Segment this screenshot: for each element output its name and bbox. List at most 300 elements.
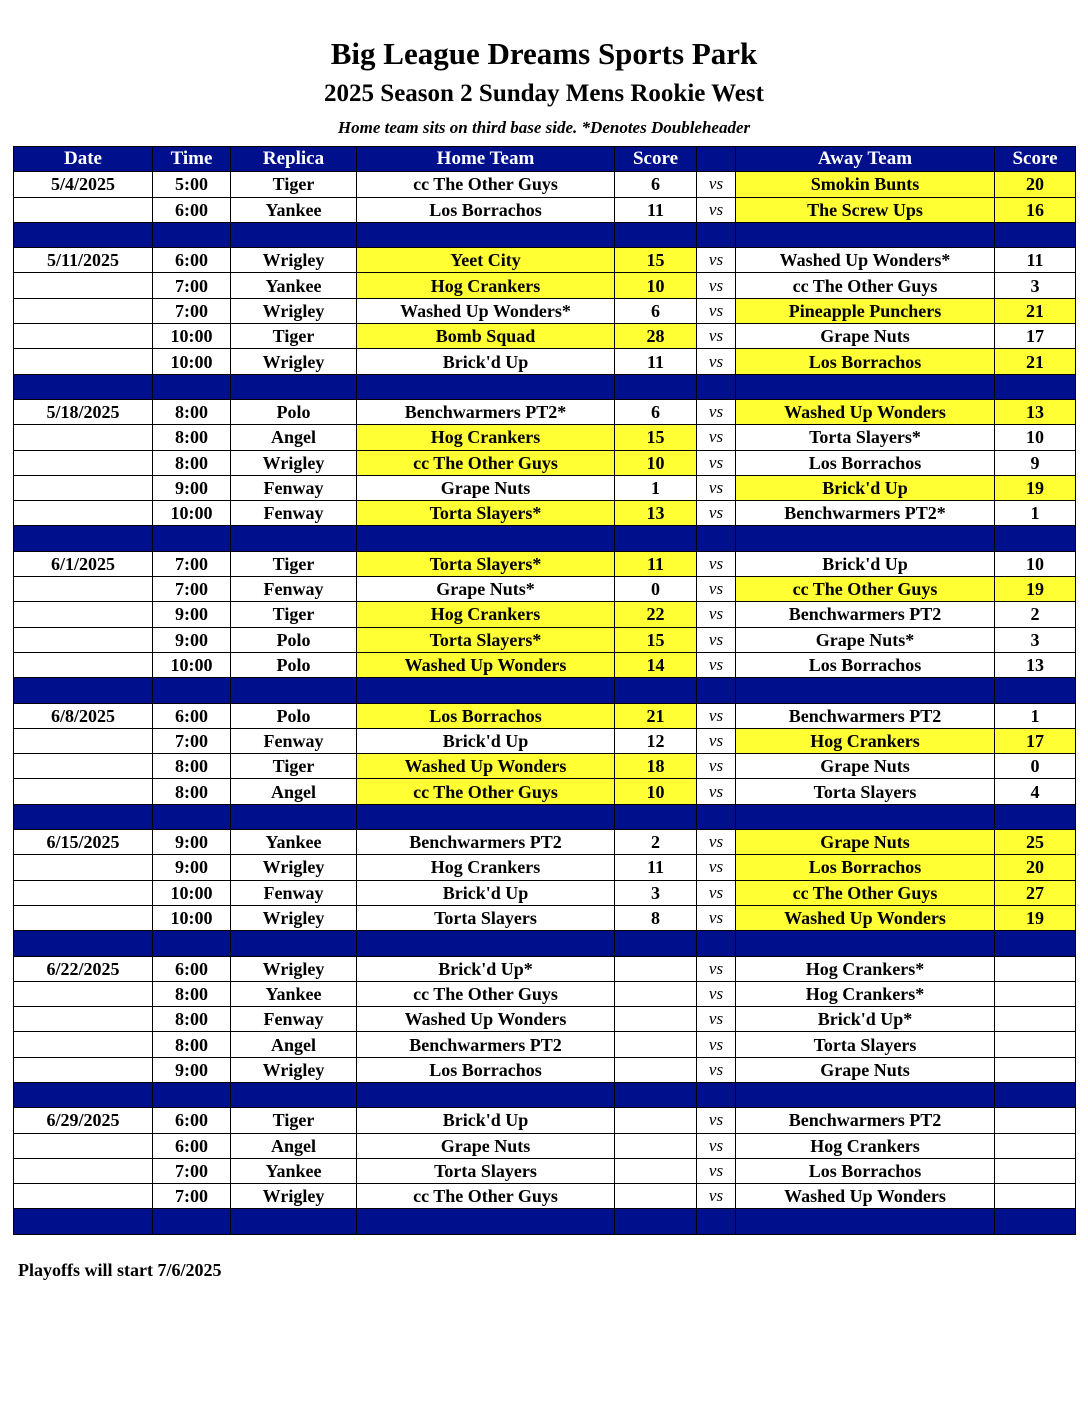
away-team: Hog Crankers	[736, 728, 995, 753]
away-team: cc The Other Guys	[736, 880, 995, 905]
game-time: 10:00	[153, 501, 231, 526]
game-date	[14, 501, 153, 526]
vs-label: vs	[697, 880, 736, 905]
home-team: cc The Other Guys	[357, 779, 615, 804]
home-score	[615, 1032, 697, 1057]
vs-label: vs	[697, 273, 736, 298]
home-team: Torta Slayers	[357, 905, 615, 930]
home-score: 8	[615, 905, 697, 930]
separator-cell	[153, 931, 231, 956]
home-team: Torta Slayers	[357, 1158, 615, 1183]
game-date	[14, 981, 153, 1006]
game-row	[14, 1032, 1076, 1057]
game-date	[14, 1133, 153, 1158]
game-row	[14, 703, 1076, 728]
away-team: Grape Nuts	[736, 1057, 995, 1082]
away-score	[995, 1007, 1076, 1032]
game-time: 10:00	[153, 324, 231, 349]
game-replica-field: Angel	[231, 1032, 357, 1057]
game-row	[14, 425, 1076, 450]
game-row	[14, 652, 1076, 677]
home-score: 15	[615, 627, 697, 652]
game-date	[14, 627, 153, 652]
game-date: 6/8/2025	[14, 703, 153, 728]
home-score: 11	[615, 197, 697, 222]
game-row	[14, 905, 1076, 930]
home-team: Washed Up Wonders	[357, 652, 615, 677]
home-team: Benchwarmers PT2	[357, 830, 615, 855]
away-score	[995, 1158, 1076, 1183]
game-date	[14, 425, 153, 450]
separator-cell	[615, 374, 697, 399]
separator-cell	[736, 1082, 995, 1107]
home-team: Los Borrachos	[357, 703, 615, 728]
home-score: 0	[615, 577, 697, 602]
home-team: Los Borrachos	[357, 197, 615, 222]
separator-cell	[736, 931, 995, 956]
home-team: Bomb Squad	[357, 324, 615, 349]
away-team: Benchwarmers PT2	[736, 703, 995, 728]
away-score: 2	[995, 602, 1076, 627]
separator-cell	[14, 374, 153, 399]
away-team: cc The Other Guys	[736, 273, 995, 298]
home-team: cc The Other Guys	[357, 981, 615, 1006]
separator-cell	[357, 931, 615, 956]
game-time: 6:00	[153, 1133, 231, 1158]
game-row	[14, 298, 1076, 323]
separator-cell	[231, 222, 357, 247]
home-team: cc The Other Guys	[357, 1184, 615, 1209]
home-team: Hog Crankers	[357, 855, 615, 880]
game-time: 7:00	[153, 728, 231, 753]
page-title: Big League Dreams Sports Park	[330, 36, 758, 71]
home-score: 2	[615, 830, 697, 855]
game-date	[14, 905, 153, 930]
away-team: Pineapple Punchers	[736, 298, 995, 323]
separator-cell	[357, 222, 615, 247]
week-separator-row	[14, 222, 1076, 247]
home-score: 1	[615, 475, 697, 500]
game-time: 7:00	[153, 1184, 231, 1209]
home-score: 6	[615, 298, 697, 323]
game-row	[14, 1184, 1076, 1209]
game-row	[14, 1007, 1076, 1032]
vs-label: vs	[697, 981, 736, 1006]
game-date	[14, 349, 153, 374]
away-score: 10	[995, 551, 1076, 576]
separator-cell	[14, 526, 153, 551]
away-team: Torta Slayers*	[736, 425, 995, 450]
game-time: 7:00	[153, 1158, 231, 1183]
vs-label: vs	[697, 197, 736, 222]
separator-cell	[697, 1209, 736, 1234]
game-time: 6:00	[153, 248, 231, 273]
vs-label: vs	[697, 324, 736, 349]
column-header-date: Date	[14, 147, 153, 172]
away-score: 19	[995, 577, 1076, 602]
home-team: Brick'd Up*	[357, 956, 615, 981]
home-team: Washed Up Wonders	[357, 1007, 615, 1032]
vs-label: vs	[697, 905, 736, 930]
game-date: 5/18/2025	[14, 399, 153, 424]
separator-cell	[231, 678, 357, 703]
game-date	[14, 652, 153, 677]
away-score	[995, 1057, 1076, 1082]
game-time: 8:00	[153, 425, 231, 450]
vs-label: vs	[697, 602, 736, 627]
away-team: Brick'd Up	[736, 551, 995, 576]
home-team: Brick'd Up	[357, 880, 615, 905]
separator-cell	[357, 678, 615, 703]
game-time: 10:00	[153, 349, 231, 374]
away-score: 11	[995, 248, 1076, 273]
away-score	[995, 1184, 1076, 1209]
home-score	[615, 1108, 697, 1133]
home-team: Washed Up Wonders*	[357, 298, 615, 323]
game-row	[14, 324, 1076, 349]
away-team: Los Borrachos	[736, 652, 995, 677]
home-team: Grape Nuts	[357, 1133, 615, 1158]
separator-cell	[697, 931, 736, 956]
vs-label: vs	[697, 248, 736, 273]
game-replica-field: Tiger	[231, 1108, 357, 1133]
vs-label: vs	[697, 1007, 736, 1032]
game-time: 6:00	[153, 703, 231, 728]
home-score: 10	[615, 779, 697, 804]
vs-label: vs	[697, 652, 736, 677]
game-date	[14, 855, 153, 880]
game-replica-field: Tiger	[231, 324, 357, 349]
game-replica-field: Wrigley	[231, 956, 357, 981]
away-team: Los Borrachos	[736, 349, 995, 374]
game-row	[14, 627, 1076, 652]
game-row	[14, 1158, 1076, 1183]
separator-cell	[697, 678, 736, 703]
vs-label: vs	[697, 830, 736, 855]
away-score: 27	[995, 880, 1076, 905]
vs-label: vs	[697, 1032, 736, 1057]
home-score: 13	[615, 501, 697, 526]
home-score	[615, 956, 697, 981]
home-score	[615, 1057, 697, 1082]
vs-label: vs	[697, 728, 736, 753]
game-row	[14, 779, 1076, 804]
game-time: 8:00	[153, 981, 231, 1006]
away-score	[995, 981, 1076, 1006]
separator-cell	[995, 374, 1076, 399]
away-team: The Screw Ups	[736, 197, 995, 222]
home-team: Hog Crankers	[357, 602, 615, 627]
game-date: 6/15/2025	[14, 830, 153, 855]
game-date	[14, 1184, 153, 1209]
game-row	[14, 1057, 1076, 1082]
home-score: 6	[615, 172, 697, 197]
page-note: Home team sits on third base side. *Denotes Doubleheader	[337, 118, 751, 137]
away-score: 19	[995, 475, 1076, 500]
separator-cell	[14, 1082, 153, 1107]
away-score: 9	[995, 450, 1076, 475]
separator-cell	[736, 222, 995, 247]
separator-cell	[736, 1209, 995, 1234]
column-header-home-score: Score	[615, 147, 697, 172]
column-header-time: Time	[153, 147, 231, 172]
vs-label: vs	[697, 1184, 736, 1209]
week-separator-row	[14, 1209, 1076, 1234]
separator-cell	[14, 1209, 153, 1234]
game-replica-field: Polo	[231, 703, 357, 728]
week-separator-row	[14, 931, 1076, 956]
separator-cell	[995, 526, 1076, 551]
away-team: Benchwarmers PT2	[736, 602, 995, 627]
game-date	[14, 298, 153, 323]
separator-cell	[14, 222, 153, 247]
away-score: 17	[995, 728, 1076, 753]
home-team: Brick'd Up	[357, 1108, 615, 1133]
game-row	[14, 273, 1076, 298]
game-time: 9:00	[153, 830, 231, 855]
game-date	[14, 324, 153, 349]
vs-label: vs	[697, 754, 736, 779]
game-replica-field: Angel	[231, 779, 357, 804]
game-date	[14, 1057, 153, 1082]
home-team: Grape Nuts	[357, 475, 615, 500]
game-time: 8:00	[153, 399, 231, 424]
away-score	[995, 1108, 1076, 1133]
away-team: Grape Nuts	[736, 754, 995, 779]
away-team: Hog Crankers*	[736, 956, 995, 981]
separator-cell	[357, 526, 615, 551]
game-row	[14, 349, 1076, 374]
away-team: Hog Crankers	[736, 1133, 995, 1158]
separator-cell	[995, 804, 1076, 829]
game-replica-field: Fenway	[231, 728, 357, 753]
column-header-away-score: Score	[995, 147, 1076, 172]
separator-cell	[153, 526, 231, 551]
game-replica-field: Polo	[231, 399, 357, 424]
vs-label: vs	[697, 956, 736, 981]
home-score: 22	[615, 602, 697, 627]
column-header-home-team: Home Team	[357, 147, 615, 172]
away-score: 1	[995, 703, 1076, 728]
separator-cell	[736, 374, 995, 399]
vs-label: vs	[697, 577, 736, 602]
away-team: Grape Nuts	[736, 324, 995, 349]
game-date	[14, 754, 153, 779]
home-score: 12	[615, 728, 697, 753]
game-date: 5/4/2025	[14, 172, 153, 197]
game-time: 9:00	[153, 602, 231, 627]
game-date	[14, 779, 153, 804]
week-separator-row	[14, 804, 1076, 829]
week-separator-row	[14, 374, 1076, 399]
away-score: 13	[995, 399, 1076, 424]
game-replica-field: Polo	[231, 627, 357, 652]
away-team: Grape Nuts*	[736, 627, 995, 652]
game-time: 8:00	[153, 450, 231, 475]
vs-label: vs	[697, 501, 736, 526]
away-team: Washed Up Wonders	[736, 399, 995, 424]
separator-cell	[231, 1209, 357, 1234]
home-score: 14	[615, 652, 697, 677]
away-score: 20	[995, 855, 1076, 880]
away-score	[995, 956, 1076, 981]
home-score	[615, 1133, 697, 1158]
vs-label: vs	[697, 627, 736, 652]
home-score: 21	[615, 703, 697, 728]
game-date: 5/11/2025	[14, 248, 153, 273]
home-score: 10	[615, 273, 697, 298]
separator-cell	[995, 1082, 1076, 1107]
home-score	[615, 1184, 697, 1209]
home-team: Washed Up Wonders	[357, 754, 615, 779]
separator-cell	[357, 804, 615, 829]
separator-cell	[153, 222, 231, 247]
vs-label: vs	[697, 450, 736, 475]
vs-label: vs	[697, 779, 736, 804]
home-score: 15	[615, 248, 697, 273]
game-time: 10:00	[153, 905, 231, 930]
game-time: 10:00	[153, 880, 231, 905]
separator-cell	[697, 374, 736, 399]
vs-label: vs	[697, 399, 736, 424]
away-team: Torta Slayers	[736, 779, 995, 804]
game-row	[14, 197, 1076, 222]
separator-cell	[14, 678, 153, 703]
game-replica-field: Tiger	[231, 551, 357, 576]
vs-label: vs	[697, 1057, 736, 1082]
game-replica-field: Wrigley	[231, 349, 357, 374]
game-date: 6/1/2025	[14, 551, 153, 576]
away-score	[995, 1032, 1076, 1057]
away-score: 21	[995, 349, 1076, 374]
game-replica-field: Polo	[231, 652, 357, 677]
away-score: 4	[995, 779, 1076, 804]
game-date	[14, 728, 153, 753]
game-row	[14, 728, 1076, 753]
home-team: Hog Crankers	[357, 425, 615, 450]
game-time: 5:00	[153, 172, 231, 197]
away-score: 1	[995, 501, 1076, 526]
separator-cell	[615, 526, 697, 551]
separator-cell	[231, 374, 357, 399]
game-replica-field: Yankee	[231, 197, 357, 222]
week-separator-row	[14, 526, 1076, 551]
home-team: Grape Nuts*	[357, 577, 615, 602]
separator-cell	[14, 931, 153, 956]
game-date: 6/29/2025	[14, 1108, 153, 1133]
game-row	[14, 880, 1076, 905]
game-time: 7:00	[153, 551, 231, 576]
away-team: Washed Up Wonders*	[736, 248, 995, 273]
separator-cell	[736, 678, 995, 703]
game-date	[14, 577, 153, 602]
separator-cell	[697, 804, 736, 829]
game-time: 9:00	[153, 627, 231, 652]
game-row	[14, 1108, 1076, 1133]
vs-label: vs	[697, 425, 736, 450]
away-team: Los Borrachos	[736, 1158, 995, 1183]
vs-label: vs	[697, 551, 736, 576]
separator-cell	[153, 374, 231, 399]
separator-cell	[615, 222, 697, 247]
game-replica-field: Yankee	[231, 273, 357, 298]
game-time: 7:00	[153, 577, 231, 602]
game-date	[14, 273, 153, 298]
home-score: 15	[615, 425, 697, 450]
game-replica-field: Wrigley	[231, 1057, 357, 1082]
separator-cell	[736, 526, 995, 551]
game-replica-field: Angel	[231, 1133, 357, 1158]
game-row	[14, 956, 1076, 981]
game-replica-field: Angel	[231, 425, 357, 450]
separator-cell	[231, 931, 357, 956]
game-replica-field: Yankee	[231, 830, 357, 855]
home-team: Hog Crankers	[357, 273, 615, 298]
game-replica-field: Fenway	[231, 577, 357, 602]
game-replica-field: Wrigley	[231, 248, 357, 273]
home-score: 3	[615, 880, 697, 905]
home-team: Torta Slayers*	[357, 551, 615, 576]
separator-cell	[357, 1082, 615, 1107]
home-team: cc The Other Guys	[357, 450, 615, 475]
game-replica-field: Tiger	[231, 602, 357, 627]
vs-label: vs	[697, 1108, 736, 1133]
game-date	[14, 450, 153, 475]
game-row	[14, 475, 1076, 500]
game-replica-field: Yankee	[231, 1158, 357, 1183]
game-time: 8:00	[153, 779, 231, 804]
game-replica-field: Wrigley	[231, 905, 357, 930]
home-score: 18	[615, 754, 697, 779]
game-time: 6:00	[153, 197, 231, 222]
separator-cell	[995, 222, 1076, 247]
home-team: Benchwarmers PT2*	[357, 399, 615, 424]
column-header-replica: Replica	[231, 147, 357, 172]
separator-cell	[231, 1082, 357, 1107]
home-score: 11	[615, 551, 697, 576]
away-score: 3	[995, 273, 1076, 298]
game-row	[14, 981, 1076, 1006]
column-header-away-team: Away Team	[736, 147, 995, 172]
game-row	[14, 450, 1076, 475]
away-team: Torta Slayers	[736, 1032, 995, 1057]
game-row	[14, 551, 1076, 576]
separator-cell	[615, 931, 697, 956]
away-team: Washed Up Wonders	[736, 905, 995, 930]
separator-cell	[697, 1082, 736, 1107]
separator-cell	[14, 804, 153, 829]
home-score: 11	[615, 855, 697, 880]
away-team: Hog Crankers*	[736, 981, 995, 1006]
game-time: 7:00	[153, 273, 231, 298]
away-score: 3	[995, 627, 1076, 652]
game-replica-field: Tiger	[231, 172, 357, 197]
vs-label: vs	[697, 475, 736, 500]
game-replica-field: Fenway	[231, 1007, 357, 1032]
game-time: 10:00	[153, 652, 231, 677]
game-time: 6:00	[153, 956, 231, 981]
game-replica-field: Tiger	[231, 754, 357, 779]
separator-cell	[995, 931, 1076, 956]
game-row	[14, 501, 1076, 526]
away-score: 10	[995, 425, 1076, 450]
game-date	[14, 1158, 153, 1183]
separator-cell	[615, 1209, 697, 1234]
home-score: 10	[615, 450, 697, 475]
vs-label: vs	[697, 349, 736, 374]
game-replica-field: Fenway	[231, 880, 357, 905]
game-replica-field: Fenway	[231, 501, 357, 526]
